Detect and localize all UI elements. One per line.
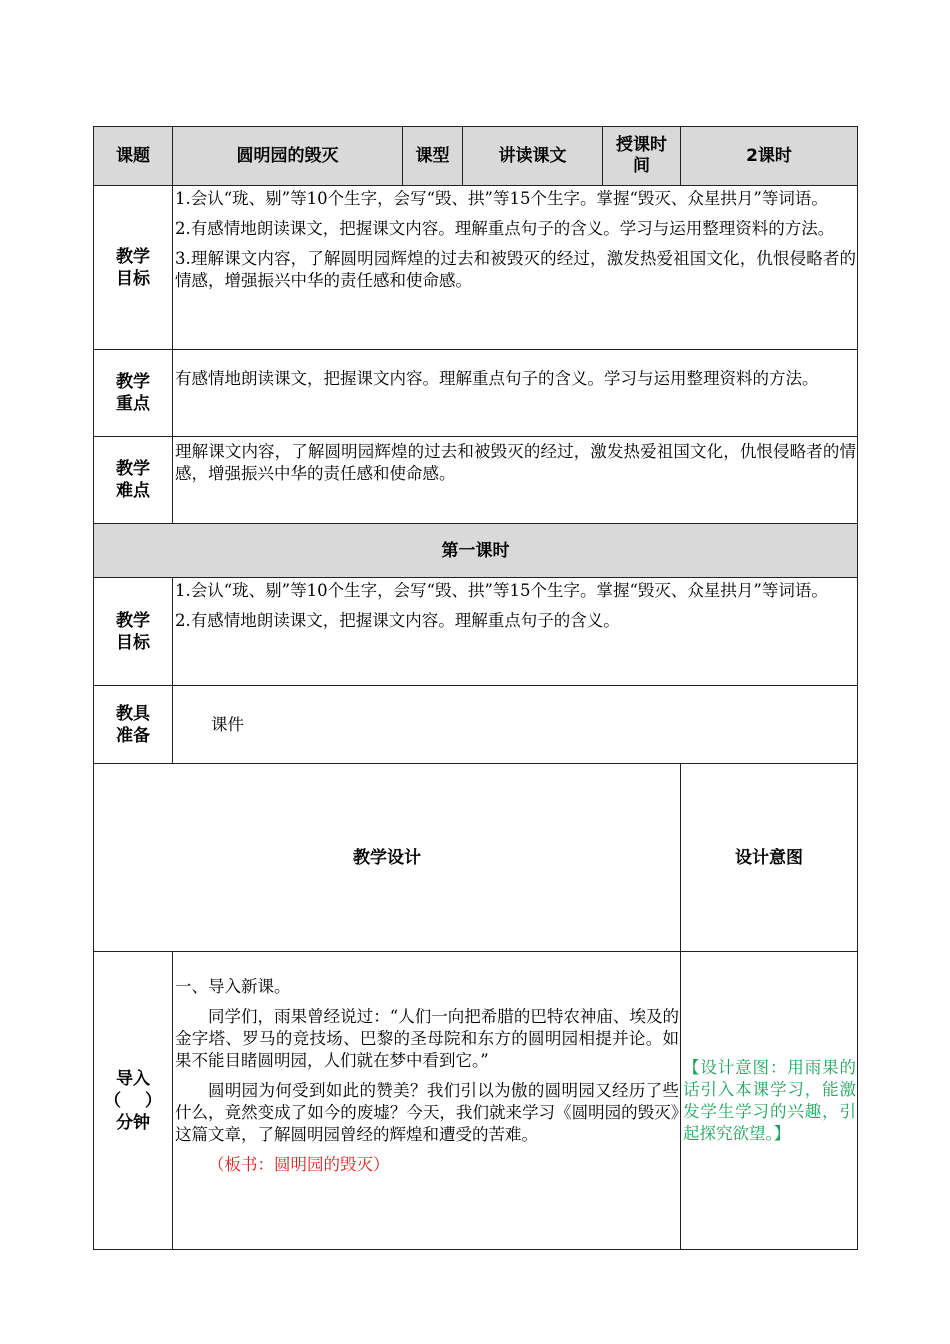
- intro-content: [173, 952, 681, 1250]
- header-row: [94, 127, 858, 186]
- difficulties-content: [173, 437, 858, 524]
- intro-intent: 【设计意图：用雨果的话引入本课学习，能激发学生学习的兴趣，引起探究欲望。】: [681, 952, 858, 1250]
- difficulties-row: [94, 437, 858, 524]
- design-header-row: [94, 764, 858, 952]
- lesson1-goal-item-1: 1.会认“珑、剔”等10个生字，会写“毁、拱”等15个生字。掌握“毁灭、众星拱月”等词语。: [175, 581, 828, 600]
- intro-label-line3: 分钟: [116, 1112, 150, 1133]
- intro-heading: 一、导入新课。: [175, 977, 291, 996]
- tools-row: [94, 686, 858, 764]
- tools-value: 课件: [173, 686, 858, 764]
- difficulties-text: 理解课文内容，了解圆明园辉煌的过去和被毁灭的经过，激发热爱祖国文化，仇恨侵略者的情感，增强振兴中华的责任感和使命感。: [175, 442, 856, 483]
- key-points-label: 教学重点: [94, 350, 173, 437]
- intro-label-line1: 导入: [116, 1068, 150, 1089]
- topic-label: 课题: [94, 127, 173, 186]
- topic-value: 圆明园的毁灭: [173, 127, 403, 186]
- lesson1-title-row: [94, 524, 858, 578]
- lesson-plan-sheet: [93, 126, 857, 1250]
- key-points-row: [94, 350, 858, 437]
- time-value: 2课时: [681, 127, 858, 186]
- intent-label: 设计意图: [681, 764, 858, 952]
- time-label: 授课时间: [603, 127, 681, 186]
- goal-item-1: 1.会认“珑、剔”等10个生字，会写“毁、拱”等15个生字。掌握“毁灭、众星拱月”等词语。: [175, 189, 828, 208]
- design-label: 教学设计: [94, 764, 681, 952]
- lesson1-goals-row: [94, 578, 858, 686]
- lesson1-goals-label: 教学目标: [94, 578, 173, 686]
- key-points-content: [173, 350, 858, 437]
- type-value: 讲读课文: [463, 127, 603, 186]
- goal-item-2: 2.有感情地朗读课文，把握课文内容。理解重点句子的含义。学习与运用整理资料的方法。: [175, 219, 835, 238]
- lesson-plan-table: [93, 126, 858, 1250]
- type-label: 课型: [403, 127, 463, 186]
- tools-label: 教具准备: [94, 686, 173, 764]
- board-note: （板书：圆明园的毁灭）: [208, 1155, 390, 1174]
- goals-content: [173, 186, 858, 350]
- intro-label-line2: （ ）: [104, 1090, 162, 1111]
- lesson1-goals-content: [173, 578, 858, 686]
- goal-item-3: 3.理解课文内容，了解圆明园辉煌的过去和被毁灭的经过，激发热爱祖国文化，仇恨侵略者的情感，增强振兴中华的责任感和使命感。: [175, 249, 856, 290]
- intro-para-1: 同学们，雨果曾经说过：“人们一向把希腊的巴特农神庙、埃及的金字塔、罗马的竞技场、巴黎的圣母院和东方的圆明园相提并论。如果不能目睹圆明园，人们就在梦中看到它。”: [175, 1007, 679, 1070]
- lesson1-title: 第一课时: [94, 524, 858, 578]
- intro-row: [94, 952, 858, 1250]
- key-points-text: 有感情地朗读课文，把握课文内容。理解重点句子的含义。学习与运用整理资料的方法。: [175, 369, 819, 388]
- intro-para-2: 圆明园为何受到如此的赞美？我们引以为傲的圆明园又经历了些什么，竟然变成了如今的废墟？今天，我们就来学习《圆明园的毁灭》这篇文章，了解圆明园曾经的辉煌和遭受的苦难。: [175, 1081, 679, 1144]
- goals-row: [94, 186, 858, 350]
- goals-label: 教学目标: [94, 186, 173, 350]
- intro-label: [94, 952, 173, 1250]
- difficulties-label: 教学难点: [94, 437, 173, 524]
- lesson1-goal-item-2: 2.有感情地朗读课文，把握课文内容。理解重点句子的含义。: [175, 611, 620, 630]
